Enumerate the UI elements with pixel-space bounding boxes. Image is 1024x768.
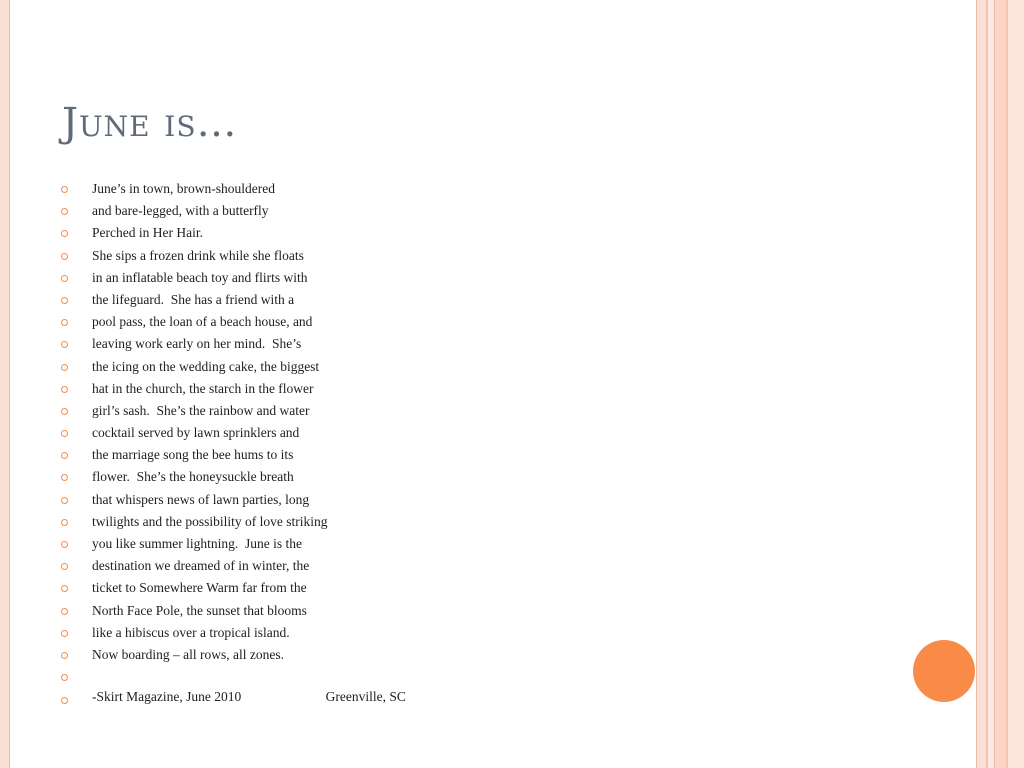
poem-line (60, 644, 328, 666)
poem-line-text: girl’s sash. She’s the rainbow and water (92, 402, 310, 418)
poem-line-text: She sips a frozen drink while she floats (92, 247, 304, 263)
poem-line-text: cocktail served by lawn sprinklers and (92, 425, 300, 441)
bullet-circle-icon (61, 186, 68, 193)
bullet-circle-icon (61, 541, 68, 548)
bullet-circle-icon (61, 430, 68, 437)
poem-line (60, 444, 328, 466)
poem-line-text: the lifeguard. She has a friend with a (92, 291, 295, 307)
bullet-circle-icon (61, 585, 68, 592)
poem-line-text: like a hibiscus over a tropical island. (92, 624, 290, 640)
poem-line (60, 200, 328, 222)
poem-line-text: in an inflatable beach toy and flirts with (92, 269, 308, 285)
source-line (92, 689, 406, 705)
poem-line (60, 267, 328, 289)
bullet-circle-icon (61, 297, 68, 304)
poem-line-text: and bare-legged, with a butterfly (92, 203, 269, 219)
bullet-circle-icon (61, 697, 68, 704)
poem-line-text: that whispers news of lawn parties, long (92, 491, 310, 507)
poem-line (60, 222, 328, 244)
poem-line (60, 622, 328, 644)
bullet-circle-icon (61, 230, 68, 237)
poem-line-text: the icing on the wedding cake, the biggest (92, 358, 320, 374)
bullet-circle-icon (61, 519, 68, 526)
poem-line-text: hat in the church, the starch in the flower (92, 380, 314, 396)
poem-line (60, 511, 328, 533)
poem-line-text: flower. She’s the honeysuckle breath (92, 469, 294, 485)
poem-line-text: pool pass, the loan of a beach house, and (92, 314, 313, 330)
poem-line-text: leaving work early on her mind. She’s (92, 336, 302, 352)
poem-line (60, 600, 328, 622)
bullet-circle-icon (61, 364, 68, 371)
poem-line (60, 466, 328, 488)
poem-line (60, 333, 328, 355)
left-border-decoration (0, 0, 9, 768)
poem-line (60, 178, 328, 200)
bullet-circle-icon (61, 408, 68, 415)
poem-line (60, 489, 328, 511)
right-border-stripe (977, 0, 986, 768)
orange-circle-decoration (913, 640, 975, 702)
poem-line (60, 245, 328, 267)
bullet-circle-icon (61, 253, 68, 260)
bullet-circle-icon (61, 208, 68, 215)
poem-line (60, 356, 328, 378)
source-location: Greenville, SC (325, 689, 406, 704)
poem-line-text: Now boarding – all rows, all zones. (92, 646, 284, 662)
bullet-circle-icon (61, 341, 68, 348)
bullet-circle-icon (61, 275, 68, 282)
slide-title: June is… (62, 100, 238, 146)
poem-line-text: the marriage song the bee hums to its (92, 447, 294, 463)
poem-line (60, 378, 328, 400)
poem-line-text: Perched in Her Hair. (92, 225, 203, 241)
poem-line-text: you like summer lightning. June is the (92, 536, 302, 551)
poem-line-text: ticket to Somewhere Warm far from the (92, 580, 307, 596)
poem-line (60, 289, 328, 311)
poem-line (60, 400, 328, 422)
bullet-circle-icon (61, 452, 68, 459)
poem-line (60, 311, 328, 333)
poem-line (60, 577, 328, 599)
bullet-circle-icon (61, 608, 68, 615)
poem-line-text: North Face Pole, the sunset that blooms (92, 602, 307, 618)
poem-line (60, 555, 328, 577)
source-citation: -Skirt Magazine, June 2010 (92, 689, 242, 704)
bullet-circle-icon (61, 563, 68, 570)
poem-line-text: June’s in town, brown-shouldered (92, 181, 275, 196)
poem-line (60, 422, 328, 444)
left-border-line (9, 0, 10, 768)
poem-bullet-list (60, 178, 328, 688)
right-border-stripe (1008, 0, 1024, 768)
bullet-circle-icon (61, 474, 68, 481)
poem-line-text: destination we dreamed of in winter, the (92, 558, 310, 574)
bullet-circle-icon (61, 652, 68, 659)
poem-line (60, 533, 328, 555)
poem-line-text: twilights and the possibility of love striking (92, 513, 328, 529)
right-border-stripe (995, 0, 1006, 768)
bullet-circle-icon (61, 386, 68, 393)
bullet-circle-icon (61, 497, 68, 504)
bullet-circle-icon (61, 630, 68, 637)
poem-line (60, 666, 328, 688)
bullet-circle-icon (61, 674, 68, 681)
bullet-circle-icon (61, 319, 68, 326)
